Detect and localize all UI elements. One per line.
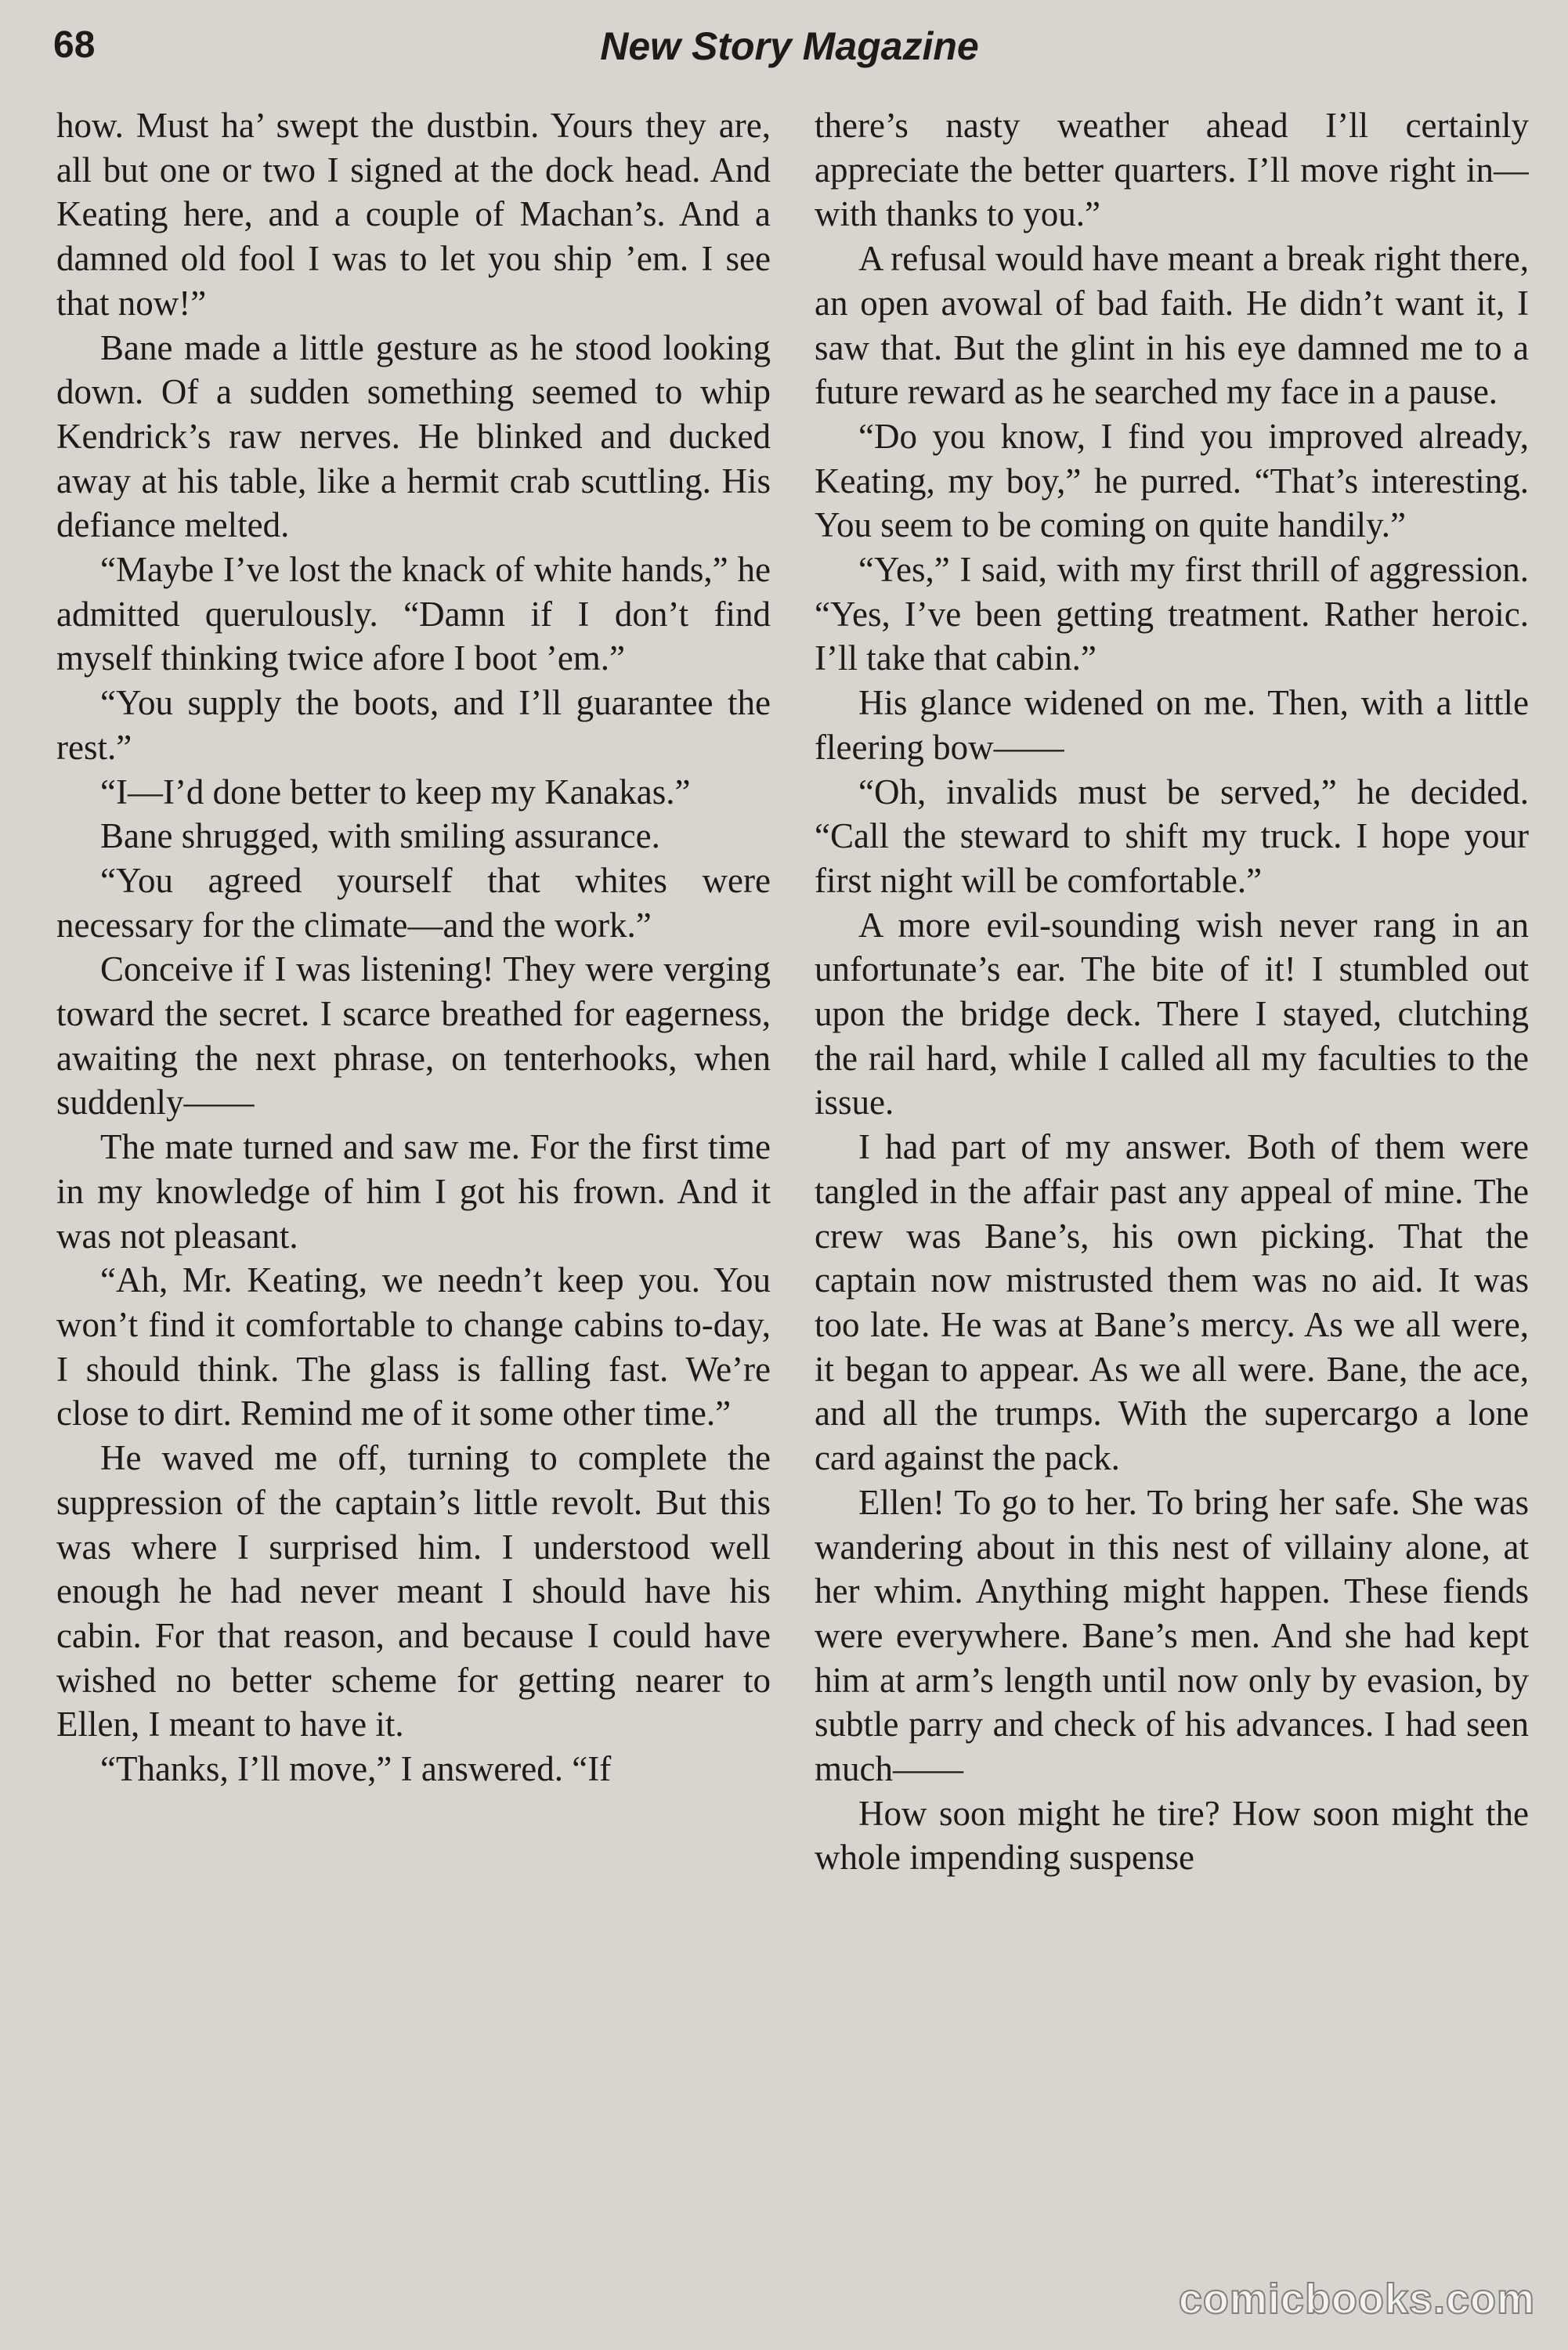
left-paragraph-2: Bane made a little gesture as he stood looking down. Of a sudden something seemed to whip Kendrick’s raw nerves. He blinked and ducked away at his table, like a hermit crab scuttling. His defiance melted. — [56, 327, 771, 545]
left-paragraph-12: “Thanks, I’ll move,” I answered. “If — [100, 1749, 612, 1789]
left-paragraph-11: He waved me off, turning to complete the suppression of the captain’s little revolt. But this was where I surprised him. I understood well enough he had never meant I should have his cabin. For that reason, and because I could have wished no better scheme for getting nearer to Ellen, I meant to have it. — [56, 1438, 771, 1744]
right-paragraph-8: I had part of my answer. Both of them were tangled in the affair past any appeal of mine. The crew was Bane’s, his own picking. That the captain now mistrusted them was no aid. It was too late. He was at Bane’s mercy. As we all were, it began to appear. As we all were. Bane, the ace, and all the trumps. With the supercargo a lone card against the pack. — [815, 1127, 1529, 1478]
left-paragraph-5: “I—I’d done better to keep my Kanakas.” — [100, 772, 691, 812]
right-paragraph-9: Ellen! To go to her. To bring her safe. She was wandering about in this nest of villainy alone, at her whim. Anything might happen. These fiends were everywhere. Bane’s men. And she had kept him at arm’s length until now only by evasion, by subtle parry and check of his advances. I had seen much—— — [815, 1482, 1529, 1789]
right-paragraph-4: “Yes,” I said, with my first thrill of aggression. “Yes, I’ve been getting treatment. Rather heroic. I’ll take that cabin.” — [815, 550, 1529, 678]
left-paragraph-10: “Ah, Mr. Keating, we needn’t keep you. You won’t find it comfortable to change cabins to-day, I should think. The glass is falling fast. We’re close to dirt. Remind me of it some other time.” — [56, 1260, 771, 1434]
left-paragraph-6: Bane shrugged, with smiling assurance. — [100, 816, 660, 856]
left-paragraph-8: Conceive if I was listening! They were verging toward the secret. I scarce breathed for eagerness, awaiting the next phrase, on tenterhooks, when suddenly—— — [56, 949, 771, 1123]
right-paragraph-1: there’s nasty weather ahead I’ll certainly appreciate the better quarters. I’ll move right in—with thanks to you.” — [815, 106, 1529, 234]
left-paragraph-4: “You supply the boots, and I’ll guarantee the rest.” — [56, 683, 771, 767]
left-text-column — [56, 103, 771, 2320]
right-paragraph-6: “Oh, invalids must be served,” he decided. “Call the steward to shift my truck. I hope your first night will be comfortable.” — [815, 772, 1529, 900]
right-paragraph-5: His glance widened on me. Then, with a little fleering bow—— — [815, 683, 1529, 767]
left-paragraph-7: “You agreed yourself that whites were necessary for the climate—and the work.” — [56, 860, 771, 945]
right-paragraph-10: How soon might he tire? How soon might the whole impending suspense — [815, 1793, 1529, 1878]
left-paragraph-9: The mate turned and saw me. For the first time in my knowledge of him I got his frown. And it was not pleasant. — [56, 1127, 771, 1256]
right-text-column — [815, 103, 1529, 2320]
source-watermark: comicbooks.com — [1178, 2276, 1535, 2323]
page-number: 68 — [53, 24, 96, 66]
left-paragraph-1: how. Must ha’ swept the dustbin. Yours they are, all but one or two I signed at the dock head. And Keating here, and a couple of Machan’s. And a damned old fool I was to let you ship ’em. I see that now!” — [56, 106, 771, 323]
right-paragraph-3: “Do you know, I find you improved already, Keating, my boy,” he purred. “That’s interesting. You seem to be coming on quite handily.” — [815, 416, 1529, 545]
magazine-title: New Story Magazine — [600, 24, 979, 68]
left-paragraph-3: “Maybe I’ve lost the knack of white hands,” he admitted querulously. “Damn if I don’t find myself thinking twice afore I boot ’em.” — [56, 550, 771, 678]
right-paragraph-2: A refusal would have meant a break right there, an open avowal of bad faith. He didn’t want it, I saw that. But the glint in his eye damned me to a future reward as he searched my face in a pause. — [815, 239, 1529, 412]
right-paragraph-7: A more evil-sounding wish never rang in an unfortunate’s ear. The bite of it! I stumbled out upon the bridge deck. There I stayed, clutching the rail hard, while I called all my faculties to the issue. — [815, 905, 1529, 1123]
page-header — [53, 24, 1526, 78]
